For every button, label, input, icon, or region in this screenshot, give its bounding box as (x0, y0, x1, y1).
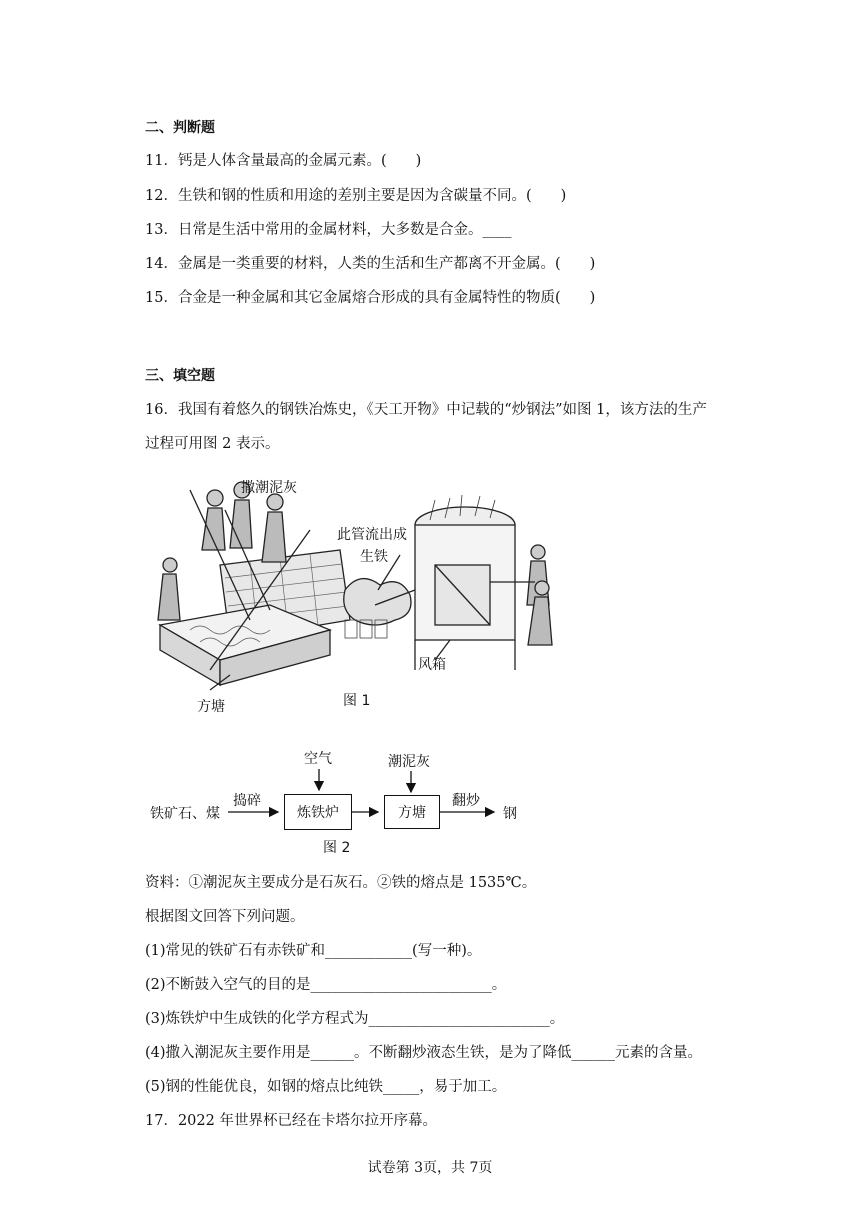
figure-1-label-lime: 撒潮泥灰 (241, 480, 297, 496)
question-16-line-2: 过程可用图 2 表示。 (145, 436, 280, 452)
flow-output-steel: 钢 (503, 806, 517, 822)
subquestion-3: (3)炼铁炉中生成铁的化学方程式为_________________________。 (145, 1011, 565, 1027)
subquestion-1: (1)常见的铁矿石有赤铁矿和____________(写一种)。 (145, 943, 482, 959)
steel-frying-illustration (150, 470, 560, 715)
figure-1-caption: 图 1 (343, 693, 371, 709)
page-footer: 试卷第 3页，共 7页 (367, 1160, 493, 1176)
subquestion-2: (2)不断鼓入空气的目的是_________________________。 (145, 977, 507, 993)
figure-1-label-bellows: 风箱 (418, 657, 446, 673)
flow-box-blast-furnace: 炼铁炉 (284, 794, 352, 830)
question-15: 15．合金是一种金属和其它金属熔合形成的具有金属特性的物质( ) (145, 290, 596, 306)
figure-1-label-pond: 方塘 (197, 699, 225, 715)
figure-2-caption: 图 2 (323, 840, 351, 856)
question-16-line-1: 16．我国有着悠久的钢铁冶炼史，《天工开物》中记载的“炒钢法”如图 1，该方法的生产 (145, 402, 707, 418)
question-13: 13．日常是生活中常用的金属材料，大多数是合金。____ (145, 222, 512, 238)
figure-1-label-pipe-line-1: 此管流出成 (337, 527, 407, 543)
subquestion-5: (5)钢的性能优良，如钢的熔点比纯铁_____，易于加工。 (145, 1079, 507, 1095)
question-11: 11．钙是人体含量最高的金属元素。( ) (145, 153, 422, 169)
question-17: 17．2022 年世界杯已经在卡塔尔拉开序幕。 (145, 1113, 437, 1129)
subquestion-4: (4)撒入潮泥灰主要作用是______。不断翻炒液态生铁，是为了降低______元素的含量。 (145, 1045, 703, 1061)
question-12: 12．生铁和钢的性质和用途的差别主要是因为含碳量不同。( ) (145, 188, 567, 204)
flow-input-lime: 潮泥灰 (388, 754, 430, 770)
flow-box-square-pond: 方塘 (384, 795, 440, 829)
answer-prompt: 根据图文回答下列问题。 (145, 909, 305, 925)
figure-1 (150, 470, 560, 715)
materials-note: 资料：①潮泥灰主要成分是石灰石。②铁的熔点是 1535℃。 (145, 875, 537, 891)
section-heading-judgement: 二、判断题 (145, 120, 215, 136)
flow-input-air: 空气 (304, 751, 332, 767)
section-heading-fill-in: 三、填空题 (145, 368, 215, 384)
flow-step-stir-fry-label: 翻炒 (452, 793, 480, 809)
figure-1-label-pipe-line-2: 生铁 (360, 549, 388, 565)
flow-step-crush-label: 捣碎 (233, 793, 261, 809)
flow-input-ore-coal: 铁矿石、煤 (150, 806, 220, 822)
question-14: 14．金属是一类重要的材料，人类的生活和生产都离不开金属。( ) (145, 256, 596, 272)
